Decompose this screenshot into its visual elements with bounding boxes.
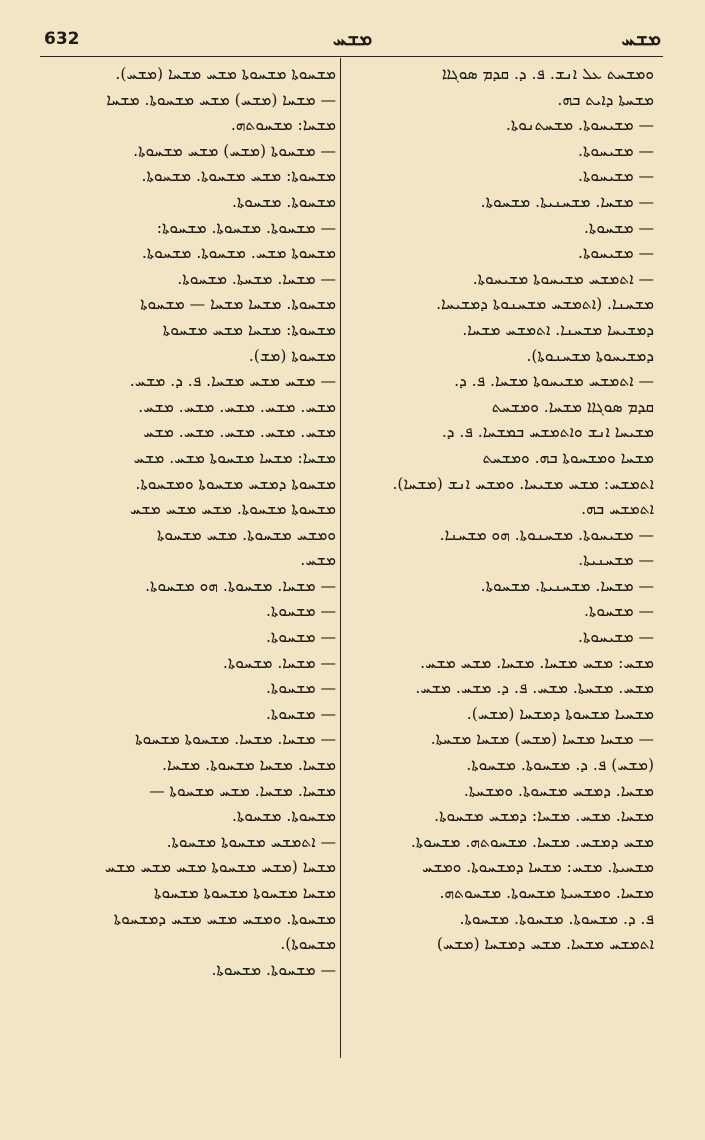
dictionary-line: ܡܫܝܚܐ ܐܢܫ ܘܐܬܡܫܚ ܒܡܫܚܐ. ܦ. ܕ. (441, 423, 654, 442)
dictionary-line: ܡܫܚ. (300, 551, 336, 570)
dictionary-line: — ܡܫܚܘܬܐ. (584, 602, 654, 621)
dictionary-line: ܡܫܚܝܐ ܡܫܚܘܬܐ ܕܡܫܚܐ (ܡܫܚ). (466, 704, 654, 723)
dictionary-line: ܡܫܚܐ: ܡܫܚܐ ܡܫܚܘܬܐ ܡܫܚ. ܡܫܚ (133, 448, 336, 467)
dictionary-line: — ܡܫܚܘܬܐ. ܡܫܚܘܬܐ. ܡܫܚܘܬܐ: (156, 218, 336, 237)
dictionary-line: — ܡܫܚܘܬܐ. (266, 704, 336, 723)
dictionary-line: — ܡܫܚܘܬܐ. ܡܫܚܘܬܐ. (211, 960, 336, 979)
dictionary-line: ܘܡܫܚ ܡܫܚܘܬܐ. ܡܫܚ ܡܫܚܘܬܐ (157, 525, 336, 544)
dictionary-line: ܡܫܚܘܬܐ ܡܫܚ. ܡܫܚܘܬܐ. ܡܫܚܘܬܐ. (141, 244, 336, 263)
dictionary-line: — ܐܬܡܫܚ ܡܫܝܚܘܬܐ ܡܫܚܐ. ܦ. ܕ. (454, 372, 654, 391)
dictionary-line: ܡܫܚ: ܡܫܚ ܡܫܚܐ. ܡܫܚܐ. ܡܫܚ ܡܫܚ. (420, 653, 654, 672)
dictionary-line: ܡܫܚ. ܡܫܚ. ܡܫܚ. ܡܫܚ. ܡܫܚ (143, 423, 336, 442)
left-column (46, 62, 336, 983)
dictionary-line: ܡܫܚܢܐ. (ܐܬܡܫܚ ܡܫܚܢܘܬܐ ܕܡܫܝܚܐ. (436, 295, 654, 314)
running-head-center: ܡܫܚ (332, 26, 373, 50)
column-divider (340, 58, 341, 1058)
dictionary-line: — ܡܫܚ ܡܫܚ ܡܫܚܐ. ܦ. ܕ. ܡܫܚ. (129, 372, 336, 391)
dictionary-line: ܡܫܚܐ. ܡܫܚ. ܡܫܚܐ: ܕܡܫܚ ܡܫܚܘܬܐ. (434, 807, 654, 826)
dictionary-line: — ܡܫܚܘܬܐ. (266, 679, 336, 698)
dictionary-line: ܡܫܚܘܬܐ ܕܡܫܚ ܡܫܚܘܬܐ ܘܡܫܚܘܬܐ. (135, 474, 336, 493)
dictionary-line: — ܐܬܡܫܚ ܡܫܝܚܘܬܐ ܡܫܝܚܘܬܐ. (472, 269, 654, 288)
dictionary-line: — ܡܫܝܚܘܬܐ. (578, 167, 654, 186)
dictionary-line: ܡܫܚܘܬܐ). (280, 935, 336, 954)
dictionary-line: ܐܬܡܫܚ ܒܗ. (581, 500, 654, 519)
dictionary-line: — ܡܫܝܚܘܬܐ. (578, 141, 654, 160)
dictionary-line: ܡܫܚܝܬܐ. ܡܫܚ: ܡܫܚܐ ܕܡܫܚܘܬܐ. ܘܡܫܚ (422, 858, 654, 877)
dictionary-line: ܡܫܚܘܬܐ: ܡܫܚܐ ܡܫܚ ܡܫܚܘܬܐ (162, 320, 336, 339)
dictionary-line: — ܡܫܚܘܬܐ. (266, 628, 336, 647)
dictionary-line: — ܡܫܚܐ ܡܫܚܐ (ܡܫܚ) ܡܫܚܐ ܡܫܚܬܐ. (430, 730, 654, 749)
dictionary-line: — ܐܬܡܫܚ ܡܫܚܘܬܐ ܡܫܚܘܬܐ. (166, 832, 336, 851)
dictionary-line: ܡܫܚܘܬܐ (ܡܫ). (248, 346, 336, 365)
dictionary-line: — ܡܫܝܚܘܬܐ. (578, 244, 654, 263)
dictionary-line: ܩܕܡ ܣܘܓܐܐ ܡܫܚܐ. ܘܡܫܚܬ (491, 397, 654, 416)
dictionary-line: — ܡܫܚܘܬܐ (ܡܫܚ) ܡܫܚ ܡܫܚܘܬܐ. (133, 141, 336, 160)
dictionary-line: ܡܫܚ. ܡܫܚ. ܡܫܚ. ܡܫܚ. ܡܫܚ. (138, 397, 336, 416)
dictionary-line: ܡܫܚܐ: ܡܫܚܘܬܗ. (230, 116, 336, 135)
dictionary-line: ܦ. ܕ. ܡܫܚܘܬܐ. ܡܫܚܘܬܐ. ܡܫܚܘܬܐ. (459, 909, 654, 928)
dictionary-line: ܡܫܚܐ. ܕܡܫܚ ܡܫܚܘܬܐ. ܘܡܫܚܬܐ. (463, 781, 654, 800)
right-column (364, 62, 654, 958)
dictionary-line: — ܡܫܝܚܘܬܐ. (578, 628, 654, 647)
dictionary-line: — ܡܫܚܐ. ܡܫܚܘܬܐ. (222, 653, 336, 672)
dictionary-line: (ܡܫܚ) ܦ. ܕ. ܡܫܚܘܬܐ. ܡܫܚܘܬܐ. (466, 756, 654, 775)
dictionary-line: ܡܫܚ. ܡܫܚܬܐ. ܡܫܚ. ܦ. ܕ. ܡܫܚ. ܡܫܚ. (415, 679, 654, 698)
dictionary-line: — ܡܫܚܐ. ܡܫܚܐ. ܡܫܚܘܬܐ ܡܫܚܘܬܐ (135, 730, 336, 749)
dictionary-line: — ܡܫܚܘܬܐ. (584, 218, 654, 237)
dictionary-line: ܡܫܚܘܬܐ. ܡܫܚܘܬܐ. (231, 192, 336, 211)
dictionary-line: ܕܡܫܝܚܐ ܡܫܚܢܐ. ܐܬܡܫܚ ܡܫܚܐ. (462, 320, 654, 339)
dictionary-line: ܡܫܚܬܐ ܕܐܝܬ ܒܗ. (557, 90, 654, 109)
dictionary-line: ܡܫܚܐ ܡܫܚܘܬܐ ܡܫܚܘܬܐ ܡܫܚܘܬܐ (154, 884, 336, 902)
running-head-right: ܡܫܚ (621, 26, 661, 50)
dictionary-line: ܐܬܡܫܚ ܡܫܚܐ. ܡܫܚ ܕܡܫܚܐ (ܡܫܚ) (436, 935, 654, 954)
dictionary-line: ܡܫܚܐ. ܘܡܫܚܝܬܐ ܡܫܚܘܬܐ. ܡܫܚܘܬܗ. (439, 884, 654, 902)
dictionary-line: — ܡܫܝܚܘܬܐ. ܡܫܚܢܘܬܐ. ܗܘ ܡܫܚܢܐ. (439, 525, 654, 544)
dictionary-line: ܐܬܡܫܚ: ܡܫܚ ܡܫܝܚܐ. ܘܡܫܚ ܐܢܫ (ܡܫܚܐ). (392, 474, 654, 493)
dictionary-line: ܘܡܫܚܬ ܥܠ ܐܢܫ. ܦ. ܕ. ܩܕܡ ܣܘܓܐܐ (441, 65, 654, 83)
dictionary-line: — ܡܫܚܐ. ܡܫܚܘܬܐ. ܗܘ ܡܫܚܘܬܐ. (145, 576, 336, 595)
dictionary-line: — ܡܫܚܐ. ܡܫܚܢܝܬܐ. ܡܫܚܘܬܐ. (480, 576, 654, 595)
dictionary-line: ܡܫܚܐ. ܡܫܚܐ ܡܫܚܘܬܐ. ܡܫܚܐ. (162, 756, 336, 775)
page-number: 632 (44, 29, 80, 49)
header-rule (40, 56, 663, 57)
dictionary-line: — ܡܫܚܐ (ܡܫܚ) ܡܫܚ ܡܫܚܘܬܐ. ܡܫܚܐ (106, 90, 336, 109)
dictionary-line: ܡܫܚܘܬܐ. ܡܫܚܐ ܡܫܚܐ — ܡܫܚܘܬܐ (140, 295, 336, 314)
dictionary-line: ܡܫܚܘܬܐ ܡܫܚܘܬܐ ܡܫܚ ܡܫܚܐ (ܡܫܚ). (115, 65, 336, 83)
page-header (40, 26, 665, 56)
dictionary-line: ܡܫܚܘܬܐ: ܡܫܚ ܡܫܚܘܬܐ. ܡܫܚܘܬܐ. (141, 167, 336, 186)
dictionary-line: ܡܫܚܘܬܐ. ܘܡܫܚ ܡܫܚ ܡܫܚ ܕܡܫܚܘܬܐ (113, 909, 336, 928)
dictionary-line: — ܡܫܚܢܝܬܐ. (578, 551, 654, 570)
dictionary-line: ܡܫܚܐ (ܡܫܚ ܡܫܚܘܬܐ ܡܫܚ ܡܫܚ ܡܫܚ (104, 858, 336, 877)
dictionary-line: — ܡܫܚܘܬܐ. (266, 602, 336, 621)
dictionary-line: ܡܫܚܘܬܐ. ܡܫܚܘܬܐ. (231, 807, 336, 826)
dictionary-line: ܕܡܫܝܚܘܬܐ ܡܫܚܢܘܬܐ). (526, 346, 654, 365)
dictionary-line: ܡܫܚ ܕܡܫܚ. ܡܫܚܐ. ܡܫܚܘܬܗ. ܡܫܚܘܬܐ. (410, 832, 654, 851)
dictionary-line: — ܡܫܚܐ. ܡܫܚܬܐ. ܡܫܚܘܬܐ. (177, 269, 336, 288)
dictionary-line: — ܡܫܚܐ. ܡܫܚܢܝܬܐ. ܡܫܚܘܬܐ. (480, 192, 654, 211)
dictionary-line: ܡܫܚܘܬܐ ܡܫܚܘܬܐ. ܡܫܚ ܡܫܚ ܡܫܚ (130, 500, 336, 519)
dictionary-line: ܡܫܚܐ ܘܡܫܚܘܬܐ ܒܗ. ܘܡܫܚܬ (482, 448, 654, 467)
dictionary-line: ܡܫܚܐ. ܡܫܚܐ. ܡܫܚ ܡܫܚܘܬܐ — (149, 781, 336, 800)
dictionary-line: — ܡܫܝܚܘܬܐ. ܡܫܚܬܢܘܬܐ. (505, 116, 654, 135)
